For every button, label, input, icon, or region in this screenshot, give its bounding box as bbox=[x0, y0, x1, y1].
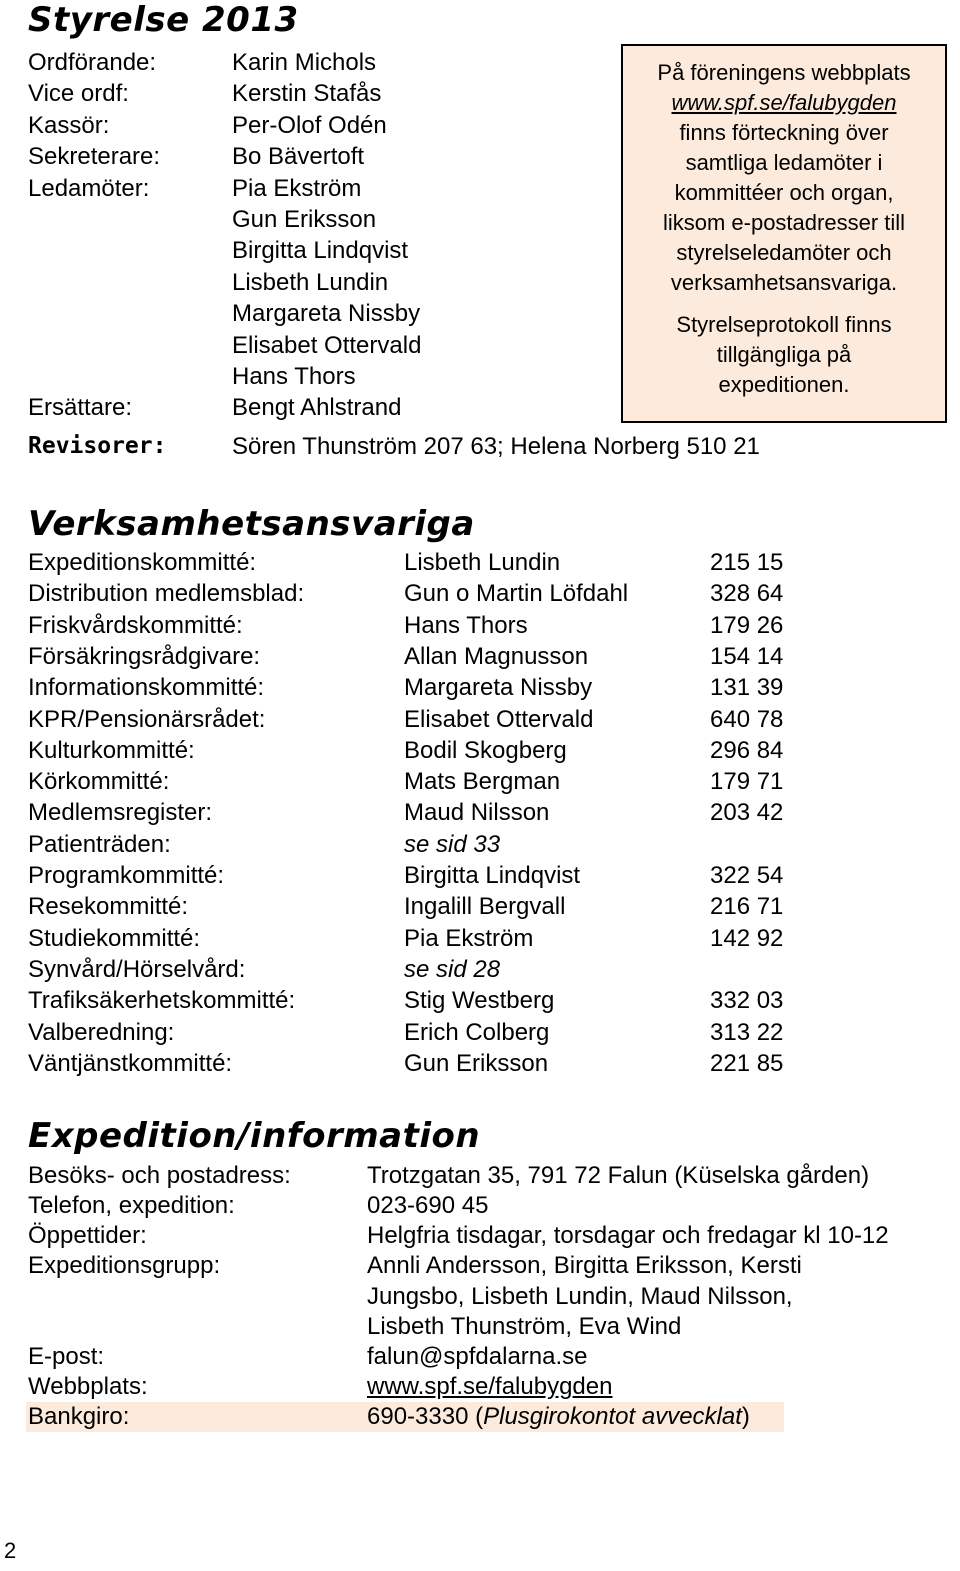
info-box-protocol-text bbox=[623, 310, 945, 400]
verksamhet-phone: 216 71 bbox=[710, 893, 784, 921]
verksamhet-phone: 215 15 bbox=[710, 549, 784, 576]
info-line: styrelseledamöter och bbox=[676, 240, 892, 265]
verksamhet-heading: Verksamhetsansvariga bbox=[28, 504, 475, 544]
verksamhet-phone: 179 26 bbox=[710, 611, 784, 639]
verksamhet-phone: 154 14 bbox=[710, 642, 784, 670]
styrelse-role: Kassör: bbox=[28, 111, 110, 139]
verksamhet-name: Pia Ekström bbox=[404, 924, 534, 952]
info-line: liksom e-postadresser till bbox=[662, 210, 906, 235]
info-line: expeditionen. bbox=[718, 372, 850, 397]
verksamhet-name: Allan Magnusson bbox=[404, 642, 589, 670]
verksamhet-phone: 313 22 bbox=[710, 1018, 784, 1046]
hours-label: Öppettider: bbox=[28, 1222, 147, 1249]
address-label: Besöks- och postadress: bbox=[28, 1162, 291, 1189]
verksamhet-role: Körkommitté: bbox=[28, 768, 170, 796]
hours-value: Helgfria tisdagar, torsdagar och fredagar kl 10-12 bbox=[367, 1222, 889, 1249]
verksamhet-phone: 322 54 bbox=[710, 862, 784, 889]
styrelse-role: Ledamöter: bbox=[28, 174, 150, 202]
verksamhet-phone: 142 92 bbox=[710, 924, 784, 952]
styrelse-name: Birgitta Lindqvist bbox=[232, 237, 409, 265]
verksamhet-name: se sid 28 bbox=[404, 955, 501, 983]
info-line: På föreningens webbplats bbox=[657, 60, 911, 85]
verksamhet-role: KPR/Pensionärsrådet: bbox=[28, 705, 266, 733]
styrelse-name: Pia Ekström bbox=[232, 174, 362, 202]
verksamhet-name: Lisbeth Lundin bbox=[404, 549, 561, 576]
web-link[interactable]: www.spf.se/falubygden bbox=[367, 1373, 613, 1400]
info-line: verksamhetsansvariga. bbox=[670, 270, 898, 295]
phone-value: 023-690 45 bbox=[367, 1192, 489, 1219]
email-value[interactable]: falun@spfdalarna.se bbox=[367, 1343, 588, 1370]
info-box-text bbox=[623, 58, 945, 298]
verksamhet-role: Resekommitté: bbox=[28, 893, 189, 921]
verksamhet-role: Distribution medlemsblad: bbox=[28, 580, 305, 608]
verksamhet-phone: 296 84 bbox=[710, 736, 784, 764]
verksamhet-name: Erich Colberg bbox=[404, 1018, 550, 1046]
verksamhet-name: Maud Nilsson bbox=[404, 799, 550, 827]
verksamhet-role: Programkommitté: bbox=[28, 862, 225, 889]
verksamhet-role: Friskvårdskommitté: bbox=[28, 611, 243, 639]
styrelse-name: Karin Michols bbox=[232, 49, 377, 76]
info-line: samtliga ledamöter i bbox=[685, 150, 883, 175]
verksamhet-role: Väntjänstkommitté: bbox=[28, 1049, 233, 1077]
verksamhet-name: Birgitta Lindqvist bbox=[404, 862, 581, 889]
verksamhet-name: Margareta Nissby bbox=[404, 674, 593, 702]
styrelse-name: Elisabet Ottervald bbox=[232, 331, 422, 359]
styrelse-name: Bo Bävertoft bbox=[232, 143, 365, 171]
info-line: Styrelseprotokoll finns bbox=[676, 312, 892, 337]
verksamhet-role: Valberedning: bbox=[28, 1018, 175, 1046]
verksamhet-role: Medlemsregister: bbox=[28, 799, 213, 827]
info-box bbox=[621, 44, 947, 423]
verksamhet-name: Gun o Martin Löfdahl bbox=[404, 580, 629, 608]
verksamhet-role: Trafiksäkerhetskommitté: bbox=[28, 987, 296, 1015]
styrelse-name: Gun Eriksson bbox=[232, 206, 377, 233]
bank-value-wrap: 690-3330 (Plusgirokontot avvecklat) bbox=[367, 1403, 750, 1430]
styrelse-role: Vice ordf: bbox=[28, 80, 129, 108]
verksamhet-name: Elisabet Ottervald bbox=[404, 705, 594, 733]
group-line: Annli Andersson, Birgitta Eriksson, Kersti bbox=[367, 1252, 802, 1279]
expedition-heading: Expedition/information bbox=[28, 1116, 481, 1156]
verksamhet-role: Patienträden: bbox=[28, 830, 171, 858]
address-value: Trotzgatan 35, 791 72 Falun (Küselska gården) bbox=[367, 1162, 870, 1189]
verksamhet-name: Stig Westberg bbox=[404, 987, 555, 1015]
styrelse-name: Bengt Ahlstrand bbox=[232, 394, 402, 422]
verksamhet-phone: 203 42 bbox=[710, 799, 784, 827]
verksamhet-role: Försäkringsrådgivare: bbox=[28, 642, 261, 670]
verksamhet-role: Kulturkommitté: bbox=[28, 736, 195, 764]
info-line: tillgängliga på bbox=[716, 342, 852, 367]
email-label: E-post: bbox=[28, 1343, 105, 1370]
styrelse-role: Ordförande: bbox=[28, 49, 157, 76]
verksamhet-phone: 332 03 bbox=[710, 987, 784, 1015]
styrelse-name: Per-Olof Odén bbox=[232, 111, 387, 139]
verksamhet-role: Synvård/Hörselvård: bbox=[28, 955, 246, 983]
info-line: kommittéer och organ, bbox=[674, 180, 894, 205]
styrelse-name: Lisbeth Lundin bbox=[232, 268, 389, 296]
page-number: 2 bbox=[4, 1538, 17, 1563]
info-line: finns förteckning över bbox=[679, 120, 889, 145]
verksamhet-name: Gun Eriksson bbox=[404, 1049, 549, 1077]
styrelse-role: Ersättare: bbox=[28, 394, 133, 422]
verksamhet-role: Studiekommitté: bbox=[28, 924, 201, 952]
verksamhet-phone: 328 64 bbox=[710, 580, 784, 608]
info-website-link[interactable]: www.spf.se/falubygden bbox=[671, 90, 897, 115]
verksamhet-name: se sid 33 bbox=[404, 830, 501, 858]
verksamhet-phone: 179 71 bbox=[710, 768, 784, 796]
revisorer-label: Revisorer: bbox=[28, 433, 167, 459]
verksamhet-name: Ingalill Bergvall bbox=[404, 893, 566, 921]
styrelse-name: Kerstin Stafås bbox=[232, 80, 382, 108]
verksamhet-role: Informationskommitté: bbox=[28, 674, 265, 702]
styrelse-name: Hans Thors bbox=[232, 363, 356, 390]
verksamhet-phone: 640 78 bbox=[710, 705, 784, 733]
verksamhet-name: Bodil Skogberg bbox=[404, 736, 567, 764]
revisorer-names: Sören Thunström 207 63; Helena Norberg 510 21 bbox=[232, 433, 760, 460]
group-label: Expeditionsgrupp: bbox=[28, 1252, 221, 1279]
group-line: Lisbeth Thunström, Eva Wind bbox=[367, 1313, 682, 1340]
verksamhet-role: Expeditionskommitté: bbox=[28, 549, 257, 576]
verksamhet-phone: 131 39 bbox=[710, 674, 784, 702]
web-label: Webbplats: bbox=[28, 1373, 148, 1400]
verksamhet-phone: 221 85 bbox=[710, 1049, 784, 1077]
bank-note: Plusgirokontot avvecklat bbox=[483, 1403, 742, 1430]
bank-label: Bankgiro: bbox=[28, 1403, 130, 1430]
styrelse-heading: Styrelse 2013 bbox=[28, 0, 299, 40]
bank-value: 690-3330 bbox=[367, 1403, 469, 1430]
verksamhet-name: Mats Bergman bbox=[404, 768, 561, 796]
group-line: Jungsbo, Lisbeth Lundin, Maud Nilsson, bbox=[367, 1283, 793, 1310]
styrelse-name: Margareta Nissby bbox=[232, 300, 421, 328]
styrelse-role: Sekreterare: bbox=[28, 143, 161, 171]
verksamhet-name: Hans Thors bbox=[404, 611, 528, 639]
phone-label: Telefon, expedition: bbox=[28, 1192, 235, 1219]
